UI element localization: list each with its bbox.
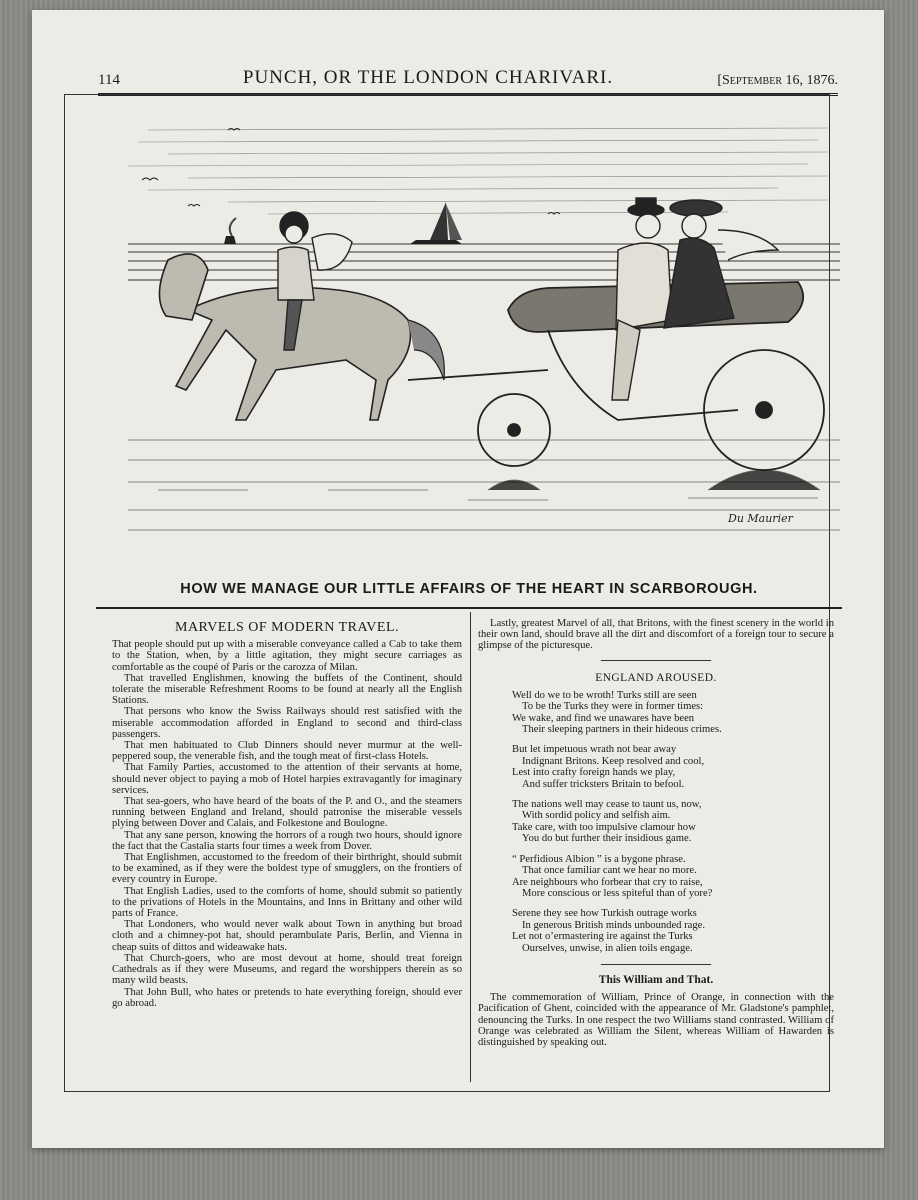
left-column <box>112 622 462 1009</box>
poem-line: In generous British minds unbounded rage. <box>522 919 706 931</box>
paragraph: That Church-goers, who are most devout at home, should treat foreign Cathedrals as if they were Museums, and regard the worshippers therein as so many wild beasts. <box>112 952 462 987</box>
paragraph: That people should put up with a miserable conveyance called a Cab to take them to the Station, when, by a little agitation, they might secure carriages as comfortable as the coupé of Paris or the carozza of Milan. <box>112 639 462 673</box>
poem-line: You do but further their insidious game. <box>522 833 692 845</box>
poem-line: Take care, with too impulsive clamour how <box>512 821 696 833</box>
poem-line: And suffer tricksters Britain to befool. <box>522 778 685 790</box>
paragraph: That sea-goers, who have heard of the boats of the P. and O., and the steamers running between England and Ireland, should patronise the miserable vessels plying between Dover and Calais, and Folkestone and Boulogne. <box>112 796 462 830</box>
page-header <box>98 56 838 96</box>
poem <box>512 690 834 954</box>
paragraph: That English Ladies, used to the comforts of home, should submit so patiently to the privations of Hotels in the Mountains, and Inns in Brittany and other wild parts of France. <box>112 885 462 920</box>
poem-line: The nations well may cease to taunt us, now, <box>512 799 702 811</box>
article-title-william: This William and That. <box>598 973 714 986</box>
poem-line: Serene they see how Turkish outrage works <box>512 908 697 920</box>
column-divider <box>470 612 471 1082</box>
masthead-title: PUNCH, OR THE LONDON CHARIVARI. <box>242 67 614 88</box>
poem-line: With sordid policy and selfish aim. <box>522 810 671 822</box>
artist-signature: Du Maurier <box>728 512 793 525</box>
section-rule <box>96 607 842 609</box>
article-title-marvels: MARVELS OF MODERN TRAVEL. <box>175 620 399 635</box>
stanza <box>512 799 834 845</box>
poem-line: Ourselves, unwise, in alien toils engage. <box>522 942 693 954</box>
poem-line: Are neighbours who forbear that cry to raise, <box>512 876 703 888</box>
stanza <box>512 690 834 736</box>
poem-line: More conscious or less spiteful than of yore? <box>522 887 713 899</box>
stanza <box>512 854 834 900</box>
poem-line: Indignant Britons. Keep resolved and cool, <box>522 755 705 767</box>
paragraph: The commemoration of William, Prince of Orange, in connection with the Pacification of Ghent, coincided with the appearance of Mr. Gladstone's pamphlet, denouncing the Turks. In one respect the two Williams stand contrasted. William of Orange was celebrated as William the Silent, whereas William of Hawarden is distinguished by speaking out. <box>478 992 834 1048</box>
paragraph: That any sane person, knowing the horrors of a rough two hours, should ignore the fact that the Castalia starts four times a week from Dover. <box>112 829 462 852</box>
paragraph: That men habituated to Club Dinners should never murmur at the well-peppered soup, the venerable fish, and the tough meat of first-class Hotels. <box>112 740 462 763</box>
paragraph: That travelled Englishmen, knowing the buffets of the Continent, should tolerate the miserable Refreshment Rooms to be found at nearly all the English Stations. <box>112 672 462 707</box>
section-divider <box>601 964 711 965</box>
paragraph: That John Bull, who hates or pretends to hate everything foreign, should ever go abroad. <box>112 986 462 1009</box>
page-number: 114 <box>98 72 120 88</box>
poem-line: Their sleeping partners in their hideous crimes. <box>522 724 722 736</box>
stanza <box>512 908 834 954</box>
paragraph: That Englishmen, accustomed to the freedom of their birthright, should submit to be examined, as if they were the boldest type of smugglers, on the frontiers of every country in Europe. <box>112 852 462 886</box>
stanza <box>512 744 834 790</box>
poem-title: ENGLAND AROUSED. <box>595 671 717 684</box>
section-divider <box>601 660 711 661</box>
paragraph-continuation: Lastly, greatest Marvel of all, that Britons, with the finest scenery in the world in their own land, should brave all the dirt and discomfort of a foreign tour to secure a glimpse of the picturesque. <box>478 618 834 652</box>
paragraph: That persons who know the Swiss Railways should rest satisfied with the miserable accommodation afforded in England to second and third-class passengers. <box>112 706 462 740</box>
paragraph: That Family Parties, accustomed to the attention of their servants at home, should never object to paying a mob of Hotel harpies extravagantly for imaginary services. <box>112 762 462 796</box>
poem-line: “ Perfidious Albion ” is a bygone phrase. <box>512 853 686 865</box>
illustration-caption: HOW WE MANAGE OUR LITTLE AFFAIRS OF THE HEART IN SCARBOROUGH. <box>180 581 758 597</box>
poem-line: But let impetuous wrath not bear away <box>512 744 677 756</box>
issue-date: [September 16, 1876. <box>717 73 838 88</box>
poem-line: To be the Turks they were in former times: <box>522 701 704 713</box>
poem-line: Let not o’ermastering ire against the Turks <box>512 931 693 943</box>
poem-line: Well do we to be wroth! Turks still are seen <box>512 689 697 701</box>
poem-line: Lest into crafty foreign hands we play, <box>512 767 676 779</box>
paragraph: That Londoners, who would never walk about Town in anything but broad cloth and a chimney-pot hat, should perambulate Paris, Berlin, and Vienna in cheap suits of dittos and wideawake hats. <box>112 919 462 953</box>
right-column <box>478 618 834 1048</box>
cartoon-illustration <box>128 110 840 570</box>
poem-line: We wake, and find we unawares have been <box>512 712 695 724</box>
poem-line: That once familiar cant we hear no more. <box>522 865 697 877</box>
